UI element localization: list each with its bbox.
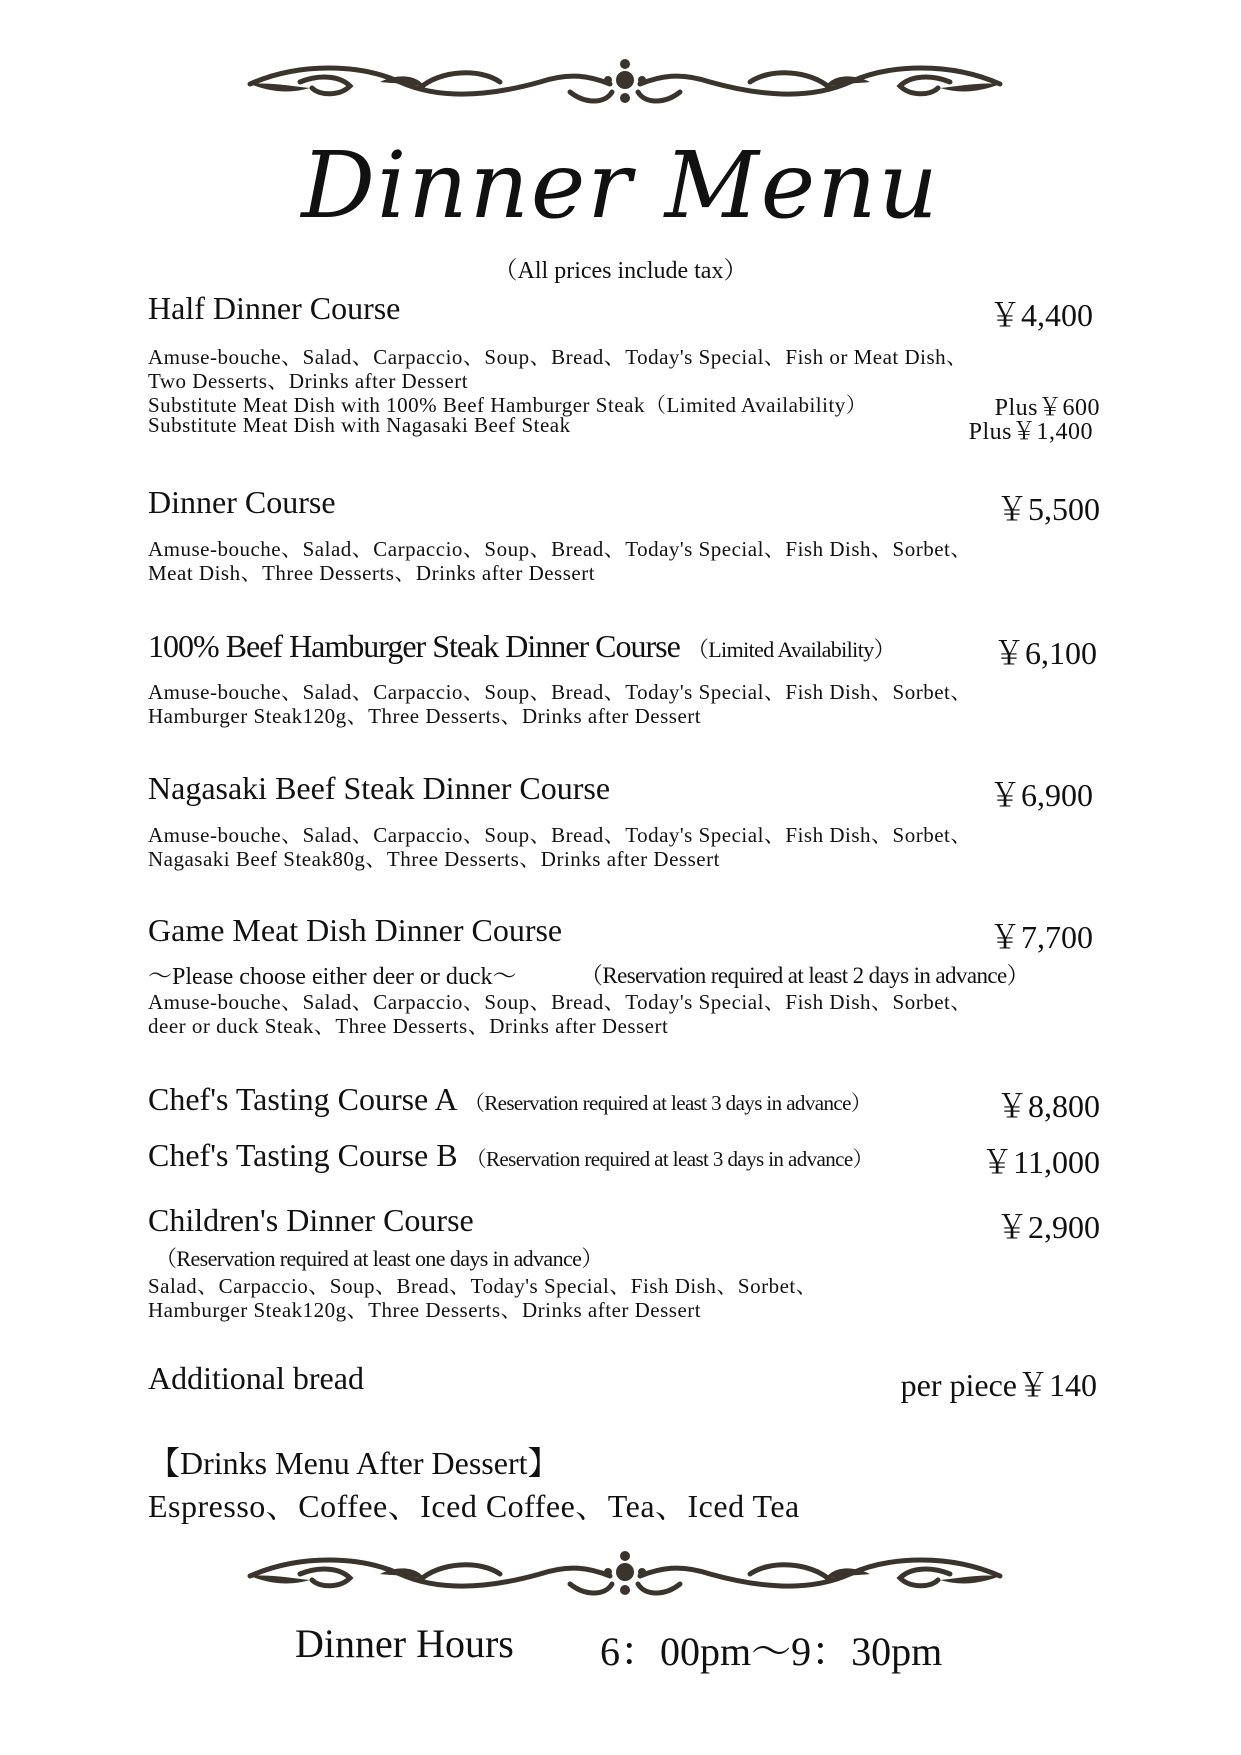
chef-a-course-note: （Reservation required at least 3 days in advance） [463,1091,872,1115]
page-title: Dinner Menu [301,132,940,239]
hamburger-course-title: 100% Beef Hamburger Steak Dinner Course [148,628,680,664]
game-course-note: （Reservation required at least 2 days in advance） [580,963,1029,988]
children-course-note: （Reservation required at least one days in advance） [155,1246,603,1271]
dinner-course-desc-2: Meat Dish、Three Desserts、Drinks after Dessert [148,561,596,585]
scroll-ornament-icon [240,1544,1010,1604]
game-course-name: Game Meat Dish Dinner Course [148,912,563,948]
dinner-course-desc-1: Amuse-bouche、Salad、Carpaccio、Soup、Bread、Today's Special、Fish Dish、Sorbet、 [148,537,972,561]
tax-note: （All prices include tax） [493,258,748,284]
hamburger-course-price: ￥6,100 [992,635,1097,671]
drinks-list: Espresso、Coffee、Iced Coffee、Tea、Iced Tea [148,1488,800,1524]
hamburger-course-name [148,628,895,665]
children-course-price: ￥2,900 [995,1209,1100,1245]
chef-b-course-note: （Reservation required at least 3 days in advance） [465,1147,873,1171]
bottom-ornament [240,1544,1010,1604]
dinner-course-name: Dinner Course [148,484,336,520]
nagasaki-course-name: Nagasaki Beef Steak Dinner Course [148,770,611,806]
hamburger-course-note: （Limited Availability） [686,637,896,662]
game-course-desc-2: deer or duck Steak、Three Desserts、Drinks after Dessert [148,1014,669,1038]
hamburger-course-desc-1: Amuse-bouche、Salad、Carpaccio、Soup、Bread、Today's Special、Fish Dish、Sorbet、 [148,680,972,704]
drinks-heading: 【Drinks Menu After Dessert】 [148,1445,560,1481]
bread-price: per piece￥140 [900,1367,1097,1403]
chef-b-course-name [148,1137,873,1174]
nagasaki-course-price: ￥6,900 [988,777,1093,813]
dinner-hours-time: 6：00pm～9：30pm [600,1629,943,1674]
game-course-choose: ～Please choose either deer or duck～ [148,964,517,990]
nagasaki-course-desc-2: Nagasaki Beef Steak80g、Three Desserts、Drinks after Dessert [148,847,720,871]
chef-b-course-title: Chef's Tasting Course B [148,1137,458,1173]
half-course-desc-2: Two Desserts、Drinks after Dessert [148,369,469,393]
chef-a-course-name [148,1081,871,1118]
half-course-substitute-1-price: Plus￥600 [994,395,1100,421]
chef-a-course-price: ￥8,800 [995,1088,1100,1124]
children-course-desc-1: Salad、Carpaccio、Soup、Bread、Today's Special、Fish Dish、Sorbet、 [148,1274,818,1298]
nagasaki-course-desc-1: Amuse-bouche、Salad、Carpaccio、Soup、Bread、Today's Special、Fish Dish、Sorbet、 [148,823,972,847]
half-course-price: ￥4,400 [988,297,1093,333]
hamburger-course-desc-2: Hamburger Steak120g、Three Desserts、Drinks after Dessert [148,704,702,728]
scroll-ornament-icon [240,52,1010,112]
half-course-substitute-1: Substitute Meat Dish with 100% Beef Hamburger Steak（Limited Availability） [148,393,868,417]
game-course-price: ￥7,700 [988,919,1093,955]
game-course-desc-1: Amuse-bouche、Salad、Carpaccio、Soup、Bread、Today's Special、Fish Dish、Sorbet、 [148,990,972,1014]
chef-b-course-price: ￥11,000 [981,1144,1100,1180]
half-course-substitute-2-price: Plus￥1,400 [968,419,1093,445]
bread-name: Additional bread [148,1360,364,1396]
dinner-hours-label: Dinner Hours [295,1621,514,1666]
dinner-course-price: ￥5,500 [995,491,1100,527]
half-course-desc-1: Amuse-bouche、Salad、Carpaccio、Soup、Bread、Today's Special、Fish or Meat Dish、 [148,345,968,369]
children-course-name: Children's Dinner Course [148,1202,474,1238]
chef-a-course-title: Chef's Tasting Course A [148,1081,456,1117]
half-course-name: Half Dinner Course [148,290,401,326]
children-course-desc-2: Hamburger Steak120g、Three Desserts、Drinks after Dessert [148,1298,702,1322]
half-course-substitute-2: Substitute Meat Dish with Nagasaki Beef Steak [148,413,571,437]
top-ornament [240,52,1010,112]
